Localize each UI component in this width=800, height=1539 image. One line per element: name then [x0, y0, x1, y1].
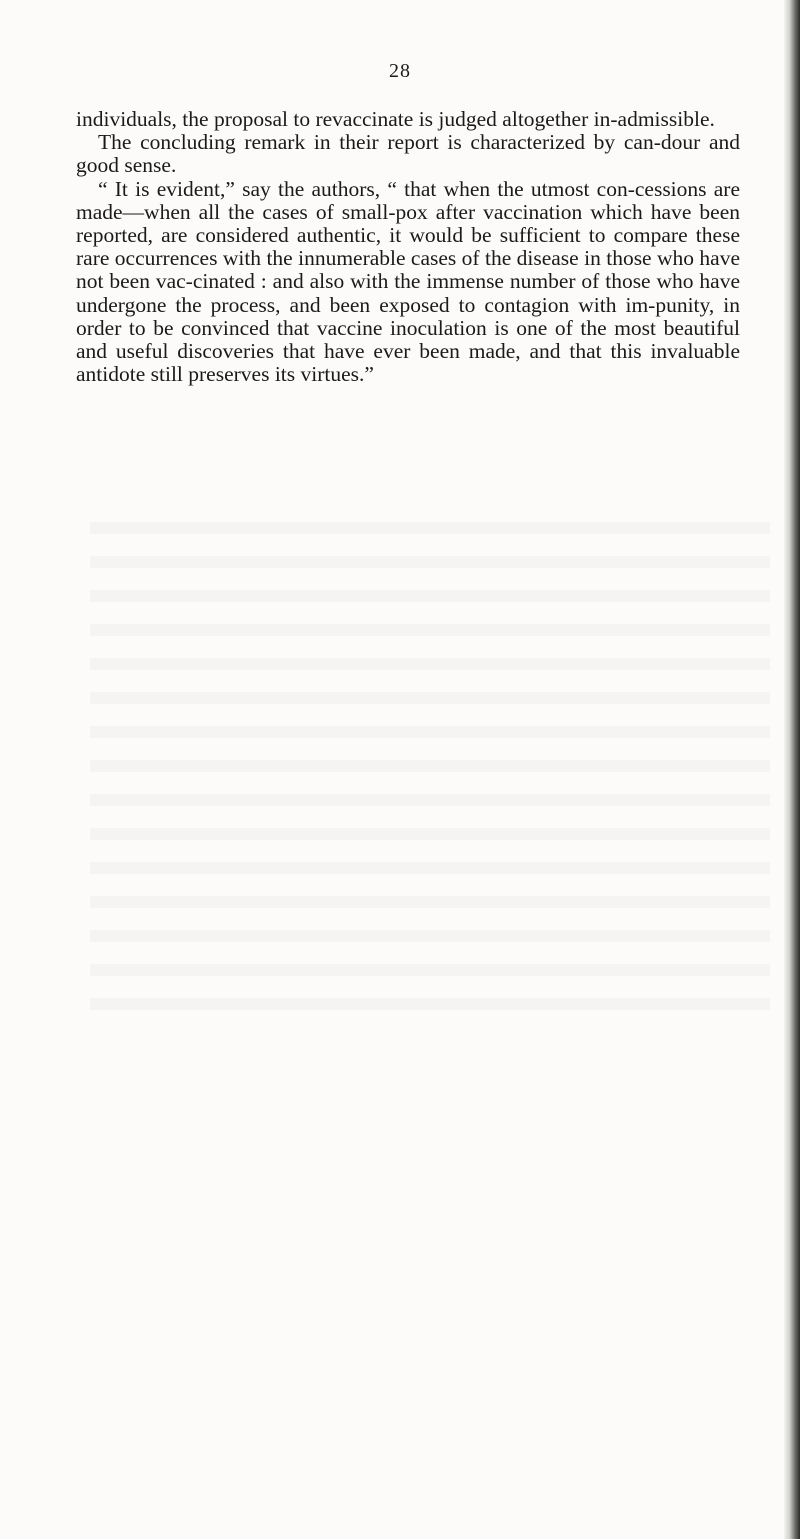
paragraph-2: The concluding remark in their report is characterized by can-dour and good sense.	[76, 130, 740, 178]
bleed-through-shadow	[90, 500, 770, 1020]
binding-edge	[784, 0, 800, 1539]
paragraph-3: “ It is evident,” say the authors, “ that when the utmost con-cessions are made—when all the cases of small-pox after vaccination which have been reported, are considered authentic, it would be sufficient to compare these rare occurrences with the innumerable cases of the disease in those who have not been vac-cinated : and also with the immense number of those who have undergone the process, and been exposed to contagion with im-punity, in order to be convinced that vaccine inoculation is one of the most beautiful and useful discoveries that have ever been made, and that this invaluable antidote still preserves its virtues.”	[76, 176, 740, 387]
page-number: 28	[389, 60, 411, 82]
paragraph-1: individuals, the proposal to revaccinate is judged altogether in-admissible.	[76, 107, 715, 131]
body-text	[76, 108, 740, 386]
